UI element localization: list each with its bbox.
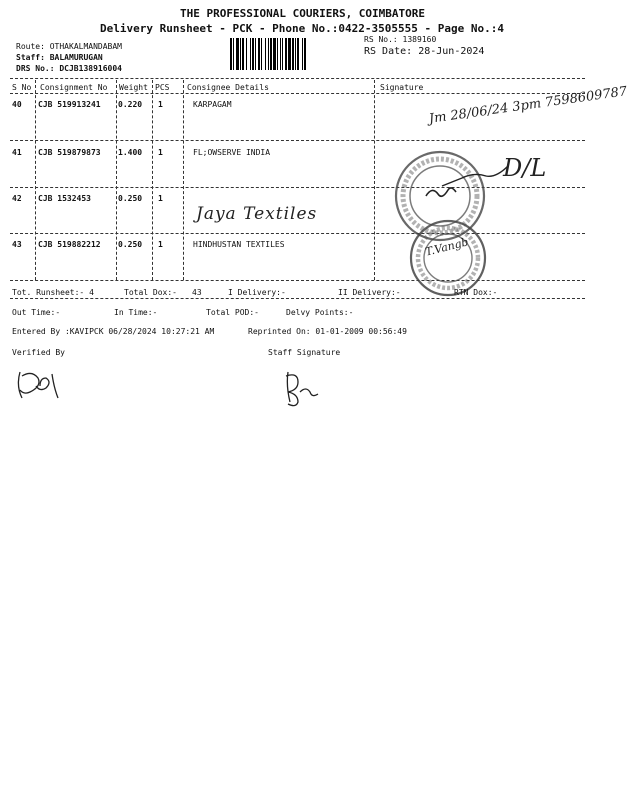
col-rule <box>35 80 36 280</box>
tot-runsheet: Tot. Runsheet:- 4 <box>12 288 94 297</box>
runsheet-title: Delivery Runsheet - PCK - Phone No.:0422-3505555 - Page No.:4 <box>100 22 504 35</box>
staff-value: BALAMURUGAN <box>49 53 103 62</box>
staff-signature-label: Staff Signature <box>268 348 341 357</box>
table-row-sno: 41 <box>12 148 22 157</box>
route-value: OTHAKALMANDABAM <box>49 42 122 51</box>
totals-rule <box>10 298 585 299</box>
col-rule <box>183 80 184 280</box>
i-delivery: I Delivery:- <box>228 288 286 297</box>
col-header-signature: Signature <box>380 83 424 92</box>
table-row-consignment: CJB 519913241 <box>38 100 101 109</box>
total-pod: Total POD:- <box>206 308 259 317</box>
table-row-consignment: CJB 1532453 <box>38 194 91 203</box>
barcode-bar <box>236 38 239 70</box>
row-rule <box>10 140 585 141</box>
reprinted-on: Reprinted On: 01-01-2009 00:56:49 <box>248 327 407 336</box>
table-bottom-rule <box>10 280 585 281</box>
out-time: Out Time:- <box>12 308 61 317</box>
handwritten-consignee: Jaya Textiles <box>196 204 318 224</box>
table-row-consignment: CJB 519882212 <box>38 240 101 249</box>
barcode-bar <box>302 38 303 70</box>
barcode-bar <box>255 38 256 70</box>
barcode-bar <box>288 38 291 70</box>
total-dox-value: 43 <box>192 288 202 297</box>
barcode-bar <box>261 38 262 70</box>
barcode-bar <box>242 38 244 70</box>
rs-date-line <box>364 46 484 57</box>
company-name: THE PROFESSIONAL COURIERS, COIMBATORE <box>180 7 426 20</box>
col-header-weight: Weight <box>119 83 148 92</box>
rs-no-value: 1389160 <box>402 35 437 44</box>
table-row-weight: 1.400 <box>118 148 143 157</box>
barcode-bar <box>258 38 260 70</box>
drs-label: DRS No.: <box>16 64 55 73</box>
drs-value: DCJB138916004 <box>59 64 122 73</box>
barcode-bar <box>297 38 299 70</box>
col-rule <box>374 80 375 280</box>
table-row-weight: 0.250 <box>118 194 143 203</box>
entered-by: Entered By :KAVIPCK 06/28/2024 10:27:21 AM <box>12 327 215 336</box>
drs-line <box>16 64 122 73</box>
table-row-pcs: 1 <box>158 148 163 157</box>
handwritten-mark: D/L <box>503 154 547 182</box>
table-row-sno: 40 <box>12 100 22 109</box>
table-top-rule <box>10 78 585 79</box>
barcode-bar <box>240 38 241 70</box>
barcode-bar <box>233 38 234 70</box>
barcode-bar <box>230 38 232 70</box>
table-row-weight: 0.220 <box>118 100 143 109</box>
barcode-bar <box>246 38 247 70</box>
in-time: In Time:- <box>114 308 158 317</box>
barcode-bar <box>280 38 281 70</box>
row-rule <box>10 233 585 234</box>
signature-stroke <box>440 160 510 190</box>
table-row-sno: 42 <box>12 194 22 203</box>
verified-signature <box>14 368 64 404</box>
barcode-bar <box>273 38 276 70</box>
rs-no-line <box>364 35 436 44</box>
table-row-pcs: 1 <box>158 100 163 109</box>
barcode-bar <box>285 38 287 70</box>
handwritten-signature: Jm 28/06/24 3pm 7598609787 <box>428 84 628 127</box>
barcode-bar <box>304 38 306 70</box>
barcode-bar <box>252 38 254 70</box>
col-header-consignee: Consignee Details <box>187 83 269 92</box>
table-row-consignee: FL;OWSERVE INDIA <box>193 148 271 157</box>
rs-date-label: RS Date: <box>364 46 413 57</box>
company-stamp <box>408 218 488 298</box>
verified-by-label: Verified By <box>12 348 65 357</box>
table-row-consignment: CJB 519879873 <box>38 148 101 157</box>
table-row-pcs: 1 <box>158 240 163 249</box>
table-row-sno: 43 <box>12 240 22 249</box>
barcode-bar <box>277 38 278 70</box>
delvy-points: Delvy Points:- <box>286 308 354 317</box>
barcode-bar <box>250 38 251 70</box>
ii-delivery: II Delivery:- <box>338 288 401 297</box>
rs-date-value: 28-Jun-2024 <box>418 46 485 57</box>
total-dox-label: Total Dox:- <box>124 288 177 297</box>
staff-label: Staff: <box>16 53 45 62</box>
barcode-bar <box>268 38 269 70</box>
table-row-weight: 0.250 <box>118 240 143 249</box>
barcode-bar <box>282 38 283 70</box>
route-line <box>16 42 122 51</box>
header-bottom-rule <box>10 93 585 94</box>
rtn-dox: RTN Dox:- <box>454 288 498 297</box>
col-rule <box>116 80 117 280</box>
col-rule <box>152 80 153 280</box>
table-row-consignee: HINDHUSTAN TEXTILES <box>193 240 285 249</box>
col-header-consignment: Consignment No <box>40 83 108 92</box>
staff-signature <box>280 370 324 406</box>
barcode-bar <box>292 38 294 70</box>
table-row-consignee: KARPAGAM <box>193 100 232 109</box>
col-header-pcs: PCS <box>155 83 170 92</box>
handwritten-signature: T.Vangb <box>424 235 470 259</box>
barcode <box>230 38 356 70</box>
barcode-bar <box>265 38 266 70</box>
rs-no-label: RS No.: <box>364 35 398 44</box>
barcode-bar <box>295 38 296 70</box>
table-row-pcs: 1 <box>158 194 163 203</box>
col-header-sno: S No <box>12 83 32 92</box>
route-label: Route: <box>16 42 45 51</box>
staff-line <box>16 53 103 62</box>
barcode-bar <box>270 38 272 70</box>
